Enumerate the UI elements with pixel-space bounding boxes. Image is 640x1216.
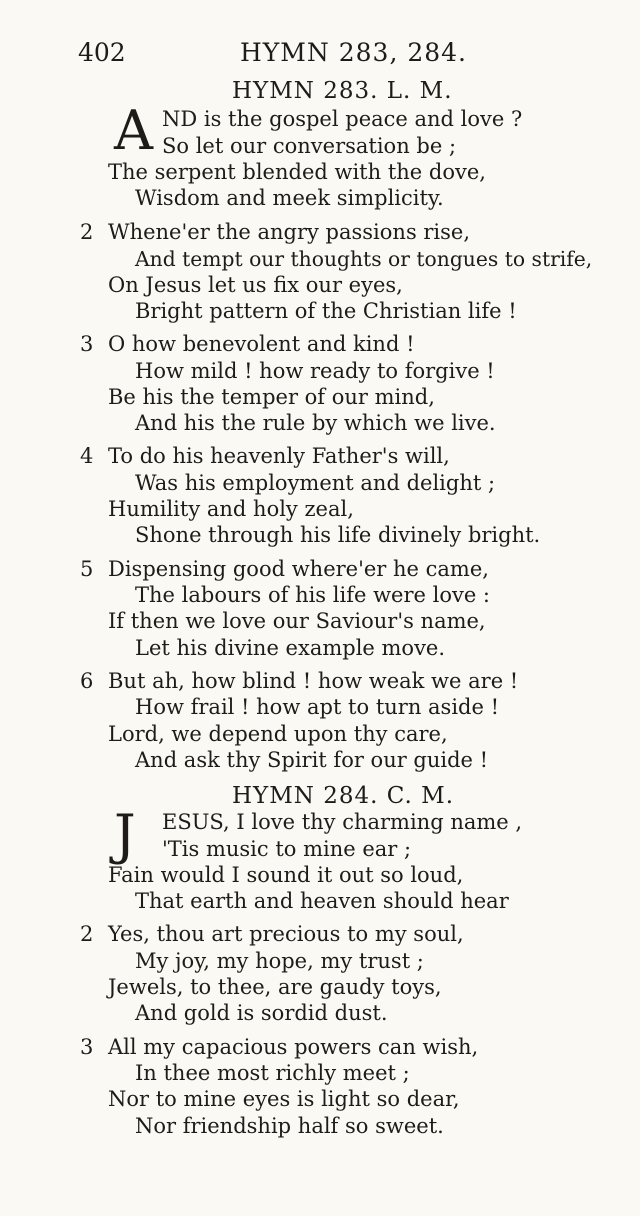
page-number: 402: [78, 38, 126, 67]
verse-line: So let our conversation be ;: [162, 134, 457, 158]
verse-line: Nor friendship half so sweet.: [135, 1114, 444, 1138]
verse-line: ND is the gospel peace and love ?: [162, 107, 523, 131]
verse-line: Be his the temper of our mind,: [108, 385, 435, 409]
verse-line: Shone through his life divinely bright.: [135, 523, 541, 547]
verse-line: Lord, we depend upon thy care,: [108, 722, 448, 746]
verse-line: And tempt our thoughts or tongues to strife,: [135, 247, 593, 271]
verse-number: 3: [80, 1035, 94, 1059]
verse-line: Bright pattern of the Christian life !: [135, 299, 517, 323]
verse-number: 2: [80, 220, 94, 244]
verse-line: Fain would I sound it out so loud,: [108, 863, 464, 887]
verse-line: Jewels, to thee, are gaudy toys,: [108, 975, 442, 999]
hymn-title: HYMN 284. C. M.: [232, 783, 455, 809]
verse-line: My joy, my hope, my trust ;: [135, 949, 424, 973]
verse-number: 6: [80, 669, 94, 693]
verse-line: That earth and heaven should hear: [135, 889, 509, 913]
verse-line: How mild ! how ready to forgive !: [135, 359, 495, 383]
verse-line: The serpent blended with the dove,: [108, 160, 486, 184]
verse-line: The labours of his life were love :: [135, 583, 491, 607]
verse-number: 2: [80, 922, 94, 946]
verse-line: Dispensing good where'er he came,: [108, 557, 489, 581]
verse-line: O how benevolent and kind !: [108, 332, 415, 356]
verse-line: In thee most richly meet ;: [135, 1061, 410, 1085]
verse-line: But ah, how blind ! how weak we are !: [108, 669, 519, 693]
verse-line: On Jesus let us fix our eyes,: [108, 273, 403, 297]
verse-line: All my capacious powers can wish,: [108, 1035, 479, 1059]
verse-line: Nor to mine eyes is light so dear,: [108, 1087, 460, 1111]
verse-line: 'Tis music to mine ear ;: [162, 837, 412, 861]
verse-line: If then we love our Saviour's name,: [108, 609, 486, 633]
verse-line: How frail ! how apt to turn aside !: [135, 695, 500, 719]
running-head: [0, 38, 640, 72]
verse-line: To do his heavenly Father's will,: [108, 444, 450, 468]
verse-line: Let his divine example move.: [135, 636, 446, 660]
verse-line: And gold is sordid dust.: [135, 1001, 388, 1025]
drop-cap: A: [114, 99, 153, 162]
verse-line: Whene'er the angry passions rise,: [108, 220, 471, 244]
verse-line: Yes, thou art precious to my soul,: [108, 922, 464, 946]
verse-number: 3: [80, 332, 94, 356]
hymn-title: HYMN 283. L. M.: [232, 78, 453, 104]
running-title: HYMN 283, 284.: [240, 38, 468, 67]
verse-line: Wisdom and meek simplicity.: [135, 186, 444, 210]
verse-line: Humility and holy zeal,: [108, 497, 354, 521]
verse-line: And his the rule by which we live.: [135, 411, 496, 435]
verse-number: 4: [80, 444, 94, 468]
verse-line: ESUS, I love thy charming name ,: [162, 810, 523, 834]
verse-number: 5: [80, 557, 94, 581]
verse-line: Was his employment and delight ;: [135, 471, 496, 495]
drop-cap: J: [114, 803, 136, 866]
verse-line: And ask thy Spirit for our guide !: [135, 748, 489, 772]
